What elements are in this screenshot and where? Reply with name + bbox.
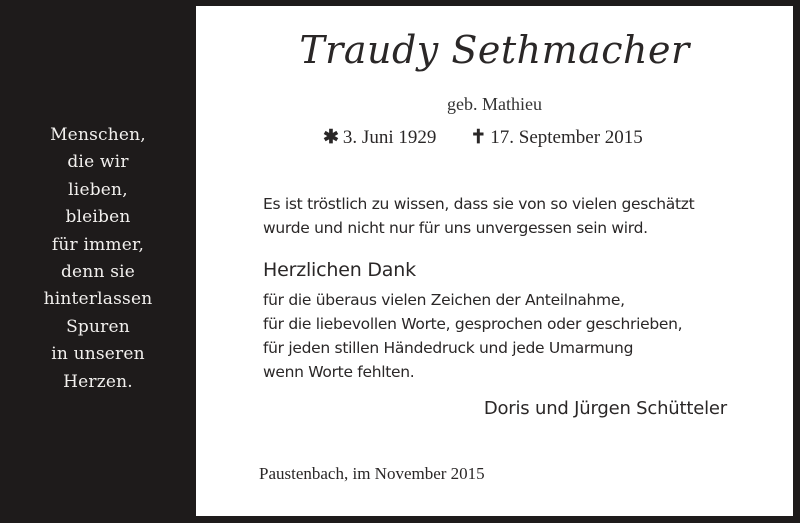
place-and-date: Paustenbach, im November 2015 <box>259 464 485 483</box>
maiden-name: geb. Mathieu <box>447 94 542 114</box>
poem-line: Herzen. <box>63 371 133 392</box>
poem-line: für immer, <box>51 234 145 255</box>
poem-line: lieben, <box>68 179 128 200</box>
birth-star-icon: ✱ <box>323 127 339 148</box>
death-date: 17. September 2015 <box>490 127 643 148</box>
poem-line: hinterlassen <box>43 289 153 310</box>
poem-line: Menschen, <box>50 125 146 145</box>
poem-sidebar <box>0 0 196 523</box>
thanks-line: für die überaus vielen Zeichen der Anteilnahme, <box>263 291 625 309</box>
memorial-poem <box>0 122 196 396</box>
thanks-line: für jeden stillen Händedruck und jede Umarmung <box>263 339 634 357</box>
poem-line: in unseren <box>51 344 145 365</box>
life-dates <box>323 126 643 149</box>
intro-line: wurde und nicht nur für uns unvergessen sein wird. <box>263 219 648 237</box>
birth-date: 3. Juni 1929 <box>342 127 437 148</box>
thanks-line: wenn Worte fehlten. <box>263 363 415 381</box>
intro-line: Es ist tröstlich zu wissen, dass sie von so vielen geschätzt <box>263 195 695 213</box>
intro-text <box>263 192 694 240</box>
notice-panel <box>196 6 793 516</box>
thanks-text <box>263 288 682 384</box>
poem-line: denn sie <box>60 262 136 283</box>
poem-line: bleiben <box>65 207 131 228</box>
deceased-name: Traudy Sethmacher <box>299 28 690 72</box>
thanks-line: für die liebevollen Worte, gesprochen oder geschrieben, <box>263 315 683 333</box>
thanks-heading: Herzlichen Dank <box>263 259 416 281</box>
signature: Doris und Jürgen Schütteler <box>483 398 727 419</box>
poem-line: Spuren <box>66 316 130 337</box>
poem-line: die wir <box>67 152 129 173</box>
death-cross-icon: ✝ <box>470 127 487 148</box>
